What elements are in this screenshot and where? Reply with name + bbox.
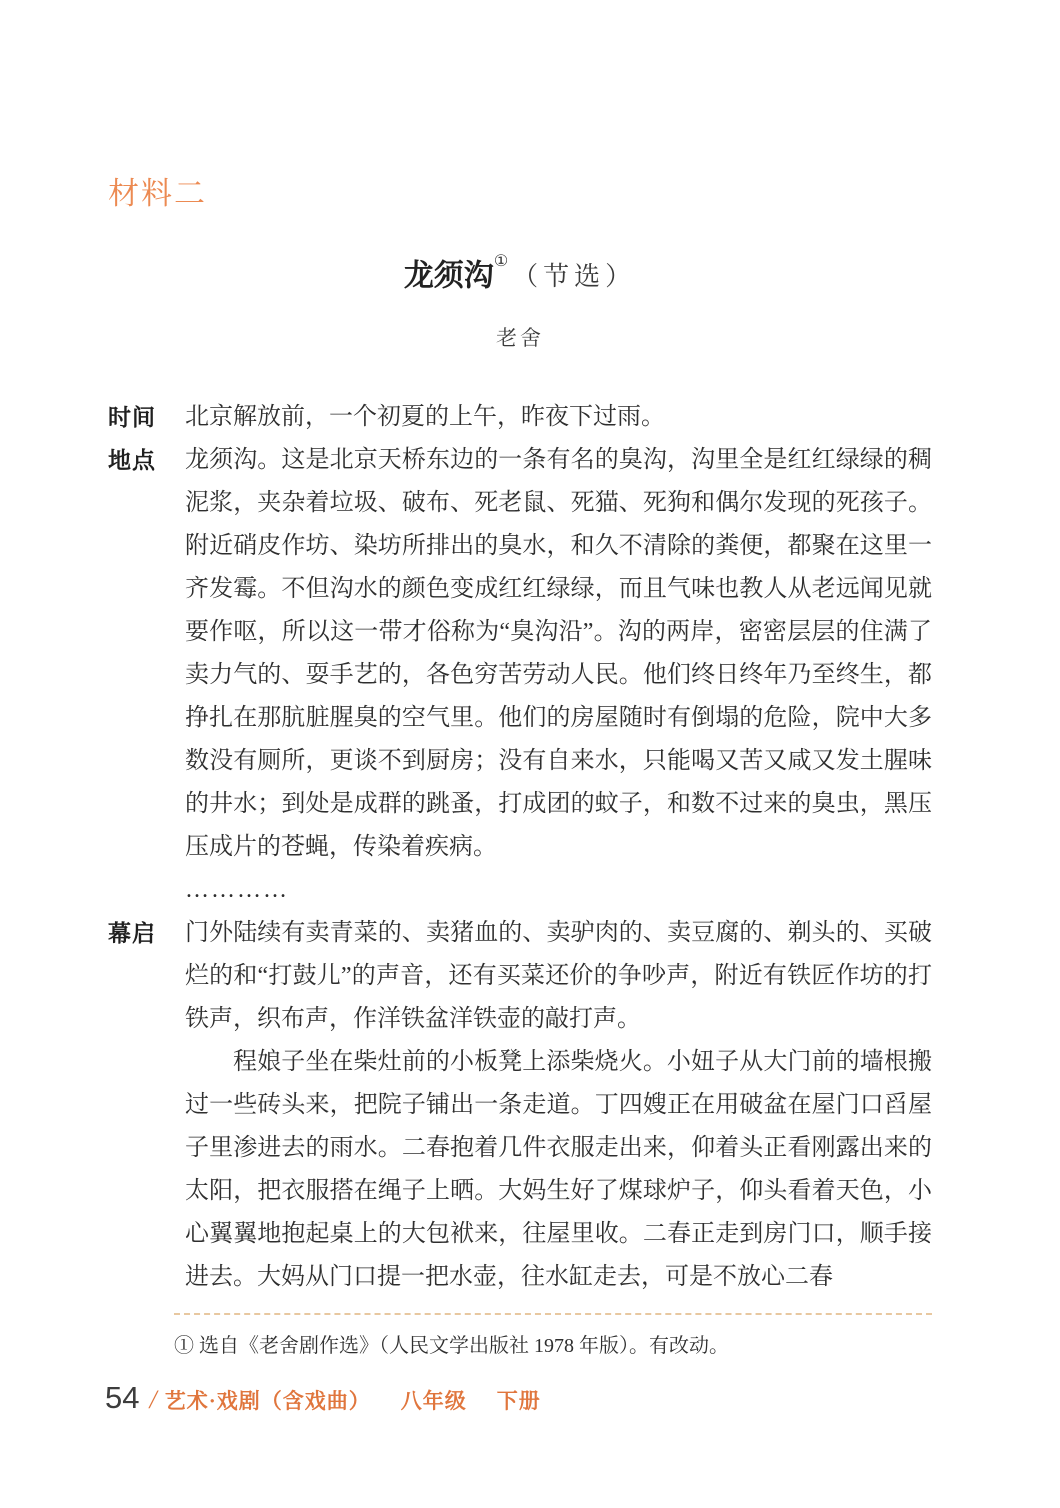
footnote-divider xyxy=(174,1313,932,1315)
footnote-reference-mark: ① xyxy=(493,253,509,270)
footer-grade-level: 八年级 xyxy=(400,1389,467,1413)
script-paragraph: 门外陆续有卖青菜的、卖猪血的、卖驴肉的、卖豆腐的、剃头的、买破烂的和“打鼓儿”的声音，还有买菜还价的争吵声，附近有铁匠作坊的打铁声，织布声，作洋铁盆洋铁壶的敲打声。 xyxy=(185,920,932,1033)
script-section xyxy=(108,912,932,1299)
play-title: 龙须沟 xyxy=(403,259,494,293)
footer-book-title: 艺术·戏剧（含戏曲） xyxy=(164,1389,371,1413)
section-text xyxy=(185,439,932,869)
footer-separator: / xyxy=(149,1385,157,1414)
footer-volume: 下册 xyxy=(496,1389,541,1413)
page-content xyxy=(108,174,932,1361)
section-label: 地点 xyxy=(108,447,156,474)
title-block xyxy=(108,254,932,302)
script-section xyxy=(108,439,932,869)
script-section xyxy=(108,869,932,912)
script-paragraph: 程娘子坐在柴灶前的小板凳上添柴烧火。小妞子从大门前的墙根搬过一些砖头来，把院子铺出一条走道。丁四嫂正在用破盆在屋门口舀屋子里渗进去的雨水。二春抱着几件衣服走出来，仰着头正看刚露出来的太阳，把衣服搭在绳子上晒。大妈生好了煤球炉子，仰头看着天色，小心翼翼地抱起桌上的大包袱来，往屋里收。二春正走到房门口，顺手接进去。大妈从门口提一把水壶，往水缸走去，可是不放心二春 xyxy=(185,1049,932,1291)
script-paragraph: 龙须沟。这是北京天桥东边的一条有名的臭沟，沟里全是红红绿绿的稠泥浆，夹杂着垃圾、破布、死老鼠、死猫、死狗和偶尔发现的死孩子。附近硝皮作坊、染坊所排出的臭水，和久不清除的粪便，都聚在这里一齐发霉。不但沟水的颜色变成红红绿绿，而且气味也教人从老远闻见就要作呕，所以这一带才俗称为“臭沟沿”。沟的两岸，密密层层的住满了卖力气的、耍手艺的，各色穷苦劳动人民。他们终日终年乃至终生，都挣扎在那肮脏腥臭的空气里。他们的房屋随时有倒塌的危险，院中大多数没有厕所，更谈不到厨房；没有自来水，只能喝又苦又咸又发土腥味的井水；到处是成群的跳蚤，打成团的蚊子，和数不过来的臭虫，黑压压成片的苍蝇，传染着疾病。 xyxy=(185,447,932,861)
omission-ellipsis: ………… xyxy=(185,877,289,904)
script-body xyxy=(108,396,932,1299)
page-number: 54 xyxy=(105,1380,140,1415)
material-section-heading: 材料二 xyxy=(108,176,207,211)
author-name: 老舍 xyxy=(496,326,544,351)
footnote: ① 选自《老舍剧作选》（人民文学出版社 1978 年版）。有改动。 xyxy=(174,1335,729,1358)
script-section xyxy=(108,396,932,439)
section-text xyxy=(185,869,932,912)
section-label: 时间 xyxy=(108,404,156,431)
title-excerpt-note: （节选） xyxy=(512,262,637,292)
section-text xyxy=(185,912,932,1299)
script-paragraph: 北京解放前，一个初夏的上午，昨夜下过雨。 xyxy=(185,404,665,431)
section-text xyxy=(185,396,932,439)
page-footer xyxy=(105,1380,541,1416)
section-label: 幕启 xyxy=(108,920,156,947)
